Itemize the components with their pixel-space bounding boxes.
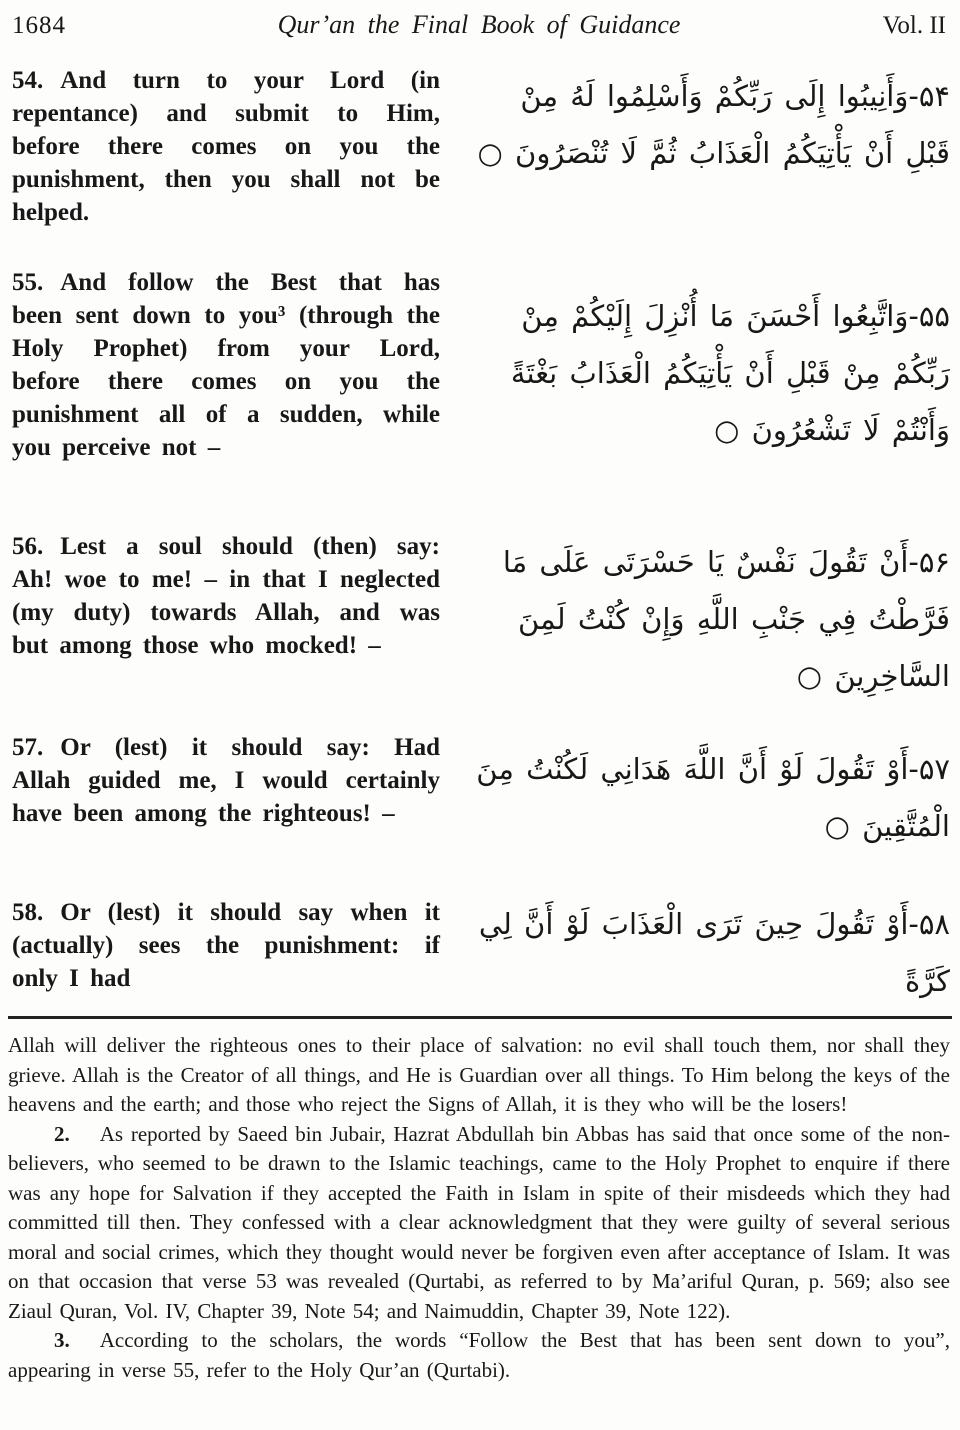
verse-54-translation-text: And turn to your Lord (in repentance) and submit to Him, before there comes on you the punishment, then you shall not be helped. xyxy=(12,67,440,226)
verse-55-number: 55. xyxy=(12,269,44,296)
verse-56-translation-text: Lest a soul should (then) say: Ah! woe to me! – in that I neglected (my duty) towards Allah, and was but among those who mocked! – xyxy=(12,533,440,659)
verse-row-54 xyxy=(12,64,950,266)
verse-56-translation xyxy=(12,530,440,662)
verse-row-55 xyxy=(12,266,950,530)
running-title: Qur’an the Final Book of Guidance xyxy=(277,10,681,39)
footnote-3-number: 3. xyxy=(54,1328,70,1352)
volume-label: Vol. II xyxy=(882,12,946,39)
footnotes-section xyxy=(0,1019,960,1385)
footnote-2-text: As reported by Saeed bin Jubair, Hazrat Abdullah bin Abbas has said that once some of the non-believers, who seemed to be drawn to the Islamic teachings, came to the Holy Prophet to enquire if there was any hope for Salvation if they accepted the Faith in Islam in spite of their misdeeds which they had committed till then. They confessed with a clear acknowledgment that they were guilty of several serious moral and social crimes, which they thought would never be forgiven even after acceptance of Islam. It was on that occasion that verse 53 was revealed (Qurtabi, as referred to by Ma’ariful Quran, p. 569; also see Ziaul Quran, Vol. IV, Chapter 39, Note 54; and Naimuddin, Chapter 39, Note 122). xyxy=(8,1121,950,1323)
verse-58-english-column xyxy=(12,896,440,1010)
verse-56-number: 56. xyxy=(12,533,44,560)
verse-57-arabic: ۵۷-أَوْ تَقُولَ لَوْ أَنَّ اللَّهَ هَدَانِي لَكُنْتُ مِنَ الْمُتَّقِينَ ○ xyxy=(476,752,950,843)
verse-58-translation-text: Or (lest) it should say when it (actually) sees the punishment: if only I had xyxy=(12,899,440,992)
verse-55-translation xyxy=(12,266,440,464)
page-header xyxy=(0,0,960,40)
footnote-2-number: 2. xyxy=(54,1121,70,1146)
verse-55-english-column xyxy=(12,266,440,530)
footnote-continuation xyxy=(8,1031,950,1120)
footnote-continuation-text: Allah will deliver the righteous ones to their place of salvation: no evil shall touch them, nor shall they grieve. Allah is the Creator of all things, and He is Guardian over all things. To Him belong the keys of the heavens and the earth; and those who reject the Signs of Allah, it is they who will be the losers! xyxy=(8,1033,950,1116)
verse-54-number: 54. xyxy=(12,67,44,94)
verse-56-english-column xyxy=(12,530,440,731)
verse-54-translation xyxy=(12,64,440,229)
footnote-2 xyxy=(8,1120,950,1327)
verse-54-arabic: ۵۴-وَأَنِيبُوا إِلَى رَبِّكُمْ وَأَسْلِمُوا لَهُ مِنْ قَبْلِ أَنْ يَأْتِيَكُمُ الْعَذَابُ ثُمَّ لَا تُنْصَرُونَ ○ xyxy=(477,79,950,170)
verse-54-english-column xyxy=(12,64,440,266)
footnote-3 xyxy=(8,1326,950,1385)
footnote-3-text: According to the scholars, the words “Follow the Best that has been sent down to you”, appearing in verse 55, refer to the Holy Qur’an (Qurtabi). xyxy=(8,1328,950,1382)
verse-row-58 xyxy=(12,896,950,1010)
verse-58-translation xyxy=(12,896,440,995)
verse-57-english-column xyxy=(12,731,440,896)
verse-row-57 xyxy=(12,731,950,896)
verse-55-arabic: ۵۵-وَاتَّبِعُوا أَحْسَنَ مَا أُنْزِلَ إِلَيْكُمْ مِنْ رَبِّكُمْ مِنْ قَبْلِ أَنْ يَأْتِيَكُمُ الْعَذَابُ بَغْتَةً وَأَنْتُمْ لَا تَشْعُرُونَ ○ xyxy=(510,299,950,447)
verses-section xyxy=(0,40,960,1010)
verse-58-number: 58. xyxy=(12,899,44,926)
verse-56-arabic: ۵۶-أَنْ تَقُولَ نَفْسٌ يَا حَسْرَتَى عَلَى مَا فَرَّطْتُ فِي جَنْبِ اللَّهِ وَإِنْ كُنْتُ لَمِنَ السَّاخِرِينَ ○ xyxy=(502,545,950,693)
verse-row-56 xyxy=(12,530,950,731)
verse-55-translation-text: And follow the Best that has been sent down to you³ (through the Holy Prophet) from your Lord, before there comes on you the punishment all of a sudden, while you perceive not – xyxy=(12,269,440,461)
verse-57-number: 57. xyxy=(12,734,44,761)
verse-57-translation-text: Or (lest) it should say: Had Allah guided me, I would certainly have been among the righteous! – xyxy=(12,734,440,827)
verse-57-translation xyxy=(12,731,440,830)
verse-58-arabic: ۵۸-أَوْ تَقُولَ حِينَ تَرَى الْعَذَابَ لَوْ أَنَّ لِي كَرَّةً xyxy=(478,907,950,998)
page-number: 1684 xyxy=(12,12,66,39)
